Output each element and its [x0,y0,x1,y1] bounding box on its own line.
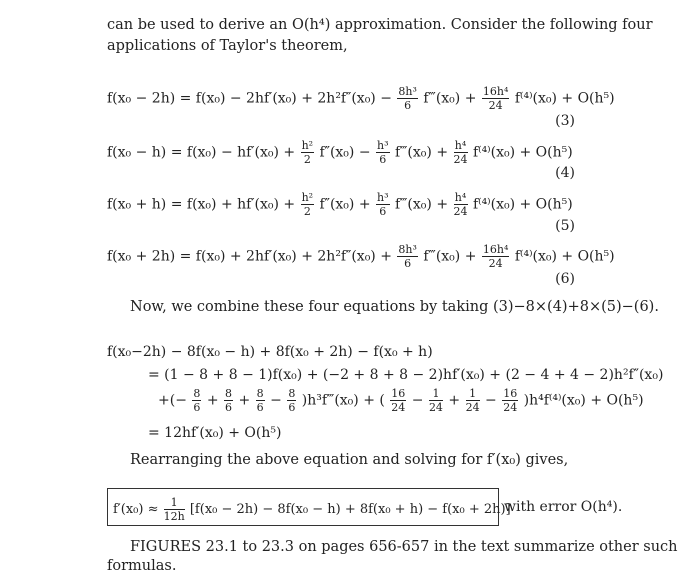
result-rhs: [f(x₀ − 2h) − 8f(x₀ − h) + 8f(x₀ + h) − f(x₀ + 2h)] [189,502,511,517]
derivation-line-2: = (1 − 8 + 8 − 1)f(x₀) + (−2 + 8 + 8 − 2)hf′(x₀) + (2 − 4 + 4 − 2)h²f″(x₀) [148,367,664,383]
equation-6 [107,244,615,269]
eq4-lhs: f(x₀ − h) = f(x₀) − hf′(x₀) + [107,144,296,161]
deriv3-op-4: − [411,392,424,409]
deriv3-frac-6: $\frac{1}{24}$ [428,387,443,414]
result-formula [113,497,511,522]
result-error: with error O(h⁴). [504,499,623,515]
deriv3-frac-1: $\frac{8}{6}$ [193,387,201,414]
deriv3-end: )h⁴f⁽⁴⁾(x₀) + O(h⁵) [523,392,644,409]
eq5-frac-2: $\frac{\text{h⁴}}{24}$ [453,191,468,218]
equation-5 [107,192,573,217]
footer-line-1: FIGURES 23.1 to 23.3 on pages 656-657 in the text summarize other such [130,539,678,555]
eq4-frac-0: $\frac{\text{h²}}{2}$ [301,139,314,166]
eq6-frac-1: $\frac{\text{8h³}}{6}$ [398,243,417,270]
equation-3 [107,86,615,111]
eq5-tail: f⁽⁴⁾(x₀) + O(h⁵) [472,196,573,213]
eq5-frac-0: $\frac{\text{h²}}{2}$ [301,191,314,218]
deriv3-frac-8: $\frac{16}{24}$ [503,387,518,414]
deriv3-op-2: + [238,392,251,409]
eq3-frac-2: $\frac{\text{16h⁴}}{24}$ [482,85,509,112]
deriv3-frac-5: $\frac{16}{24}$ [391,387,406,414]
eq4-frac-1: $\frac{\text{h³}}{6}$ [377,139,389,166]
deriv3-frac-3: $\frac{8}{6}$ [256,387,264,414]
deriv3-frac-7: $\frac{1}{24}$ [465,387,480,414]
eq6-frac-2: $\frac{\text{16h⁴}}{24}$ [482,243,509,270]
intro-line-2: applications of Taylor's theorem, [107,38,348,54]
eq4-tail: f⁽⁴⁾(x₀) + O(h⁵) [472,144,573,161]
eq5-mid: f‴(x₀) + [394,196,449,213]
footer-line-2: formulas. [107,558,177,574]
rearrange-text: Rearranging the above equation and solving for f′(x₀) gives, [130,452,569,468]
deriv3-op-1: + [206,392,219,409]
eq5-lhs: f(x₀ + h) = f(x₀) + hf′(x₀) + [107,196,296,213]
tag-4: (4) [555,165,575,181]
eq3-frac-1: $\frac{\text{8h³}}{6}$ [398,85,417,112]
intro-line-1: can be used to derive an O(h⁴) approximation. Consider the following four [107,17,653,33]
deriv3-open: +(− [158,392,187,409]
eq4-frac-2: $\frac{\text{h⁴}}{24}$ [453,139,468,166]
tag-6: (6) [555,271,575,287]
deriv3-op-3: − [270,392,282,409]
eq3-mid: f‴(x₀) + [423,90,477,107]
derivation-line-4: = 12hf′(x₀) + O(h⁵) [148,425,282,441]
deriv3-frac-2: $\frac{8}{6}$ [225,387,233,414]
eq5-a: f″(x₀) + [319,196,371,213]
tag-3: (3) [555,113,575,129]
eq3-tail: f⁽⁴⁾(x₀) + O(h⁵) [514,90,615,107]
derivation-line-3 [158,388,644,413]
tag-5: (5) [555,218,575,234]
eq4-mid: f‴(x₀) + [394,144,449,161]
derivation-line-1: f(x₀−2h) − 8f(x₀ − h) + 8f(x₀ + 2h) − f(x₀ + h) [107,344,433,360]
eq6-lhs: f(x₀ + 2h) = f(x₀) + 2hf′(x₀) + 2h²f″(x₀) + [107,248,392,265]
combine-text: Now, we combine these four equations by taking (3)−8×(4)+8×(5)−(6). [130,299,659,315]
eq6-tail: f⁽⁴⁾(x₀) + O(h⁵) [514,248,615,265]
result-frac: $\frac{1}{12h}$ [163,496,185,523]
equation-4 [107,140,573,165]
eq6-mid: f‴(x₀) + [423,248,477,265]
result-lhs: f′(x₀) ≈ [113,502,159,517]
deriv3-op-6: − [485,392,497,409]
deriv3-frac-4: $\frac{8}{6}$ [288,387,296,414]
deriv3-op-5: + [448,392,461,409]
eq3-lhs: f(x₀ − 2h) = f(x₀) − 2hf′(x₀) + 2h²f″(x₀) − [107,90,392,107]
eq5-frac-1: $\frac{\text{h³}}{6}$ [377,191,389,218]
deriv3-mid: )h³f‴(x₀) + ( [301,392,385,409]
eq4-a: f″(x₀) − [319,144,371,161]
